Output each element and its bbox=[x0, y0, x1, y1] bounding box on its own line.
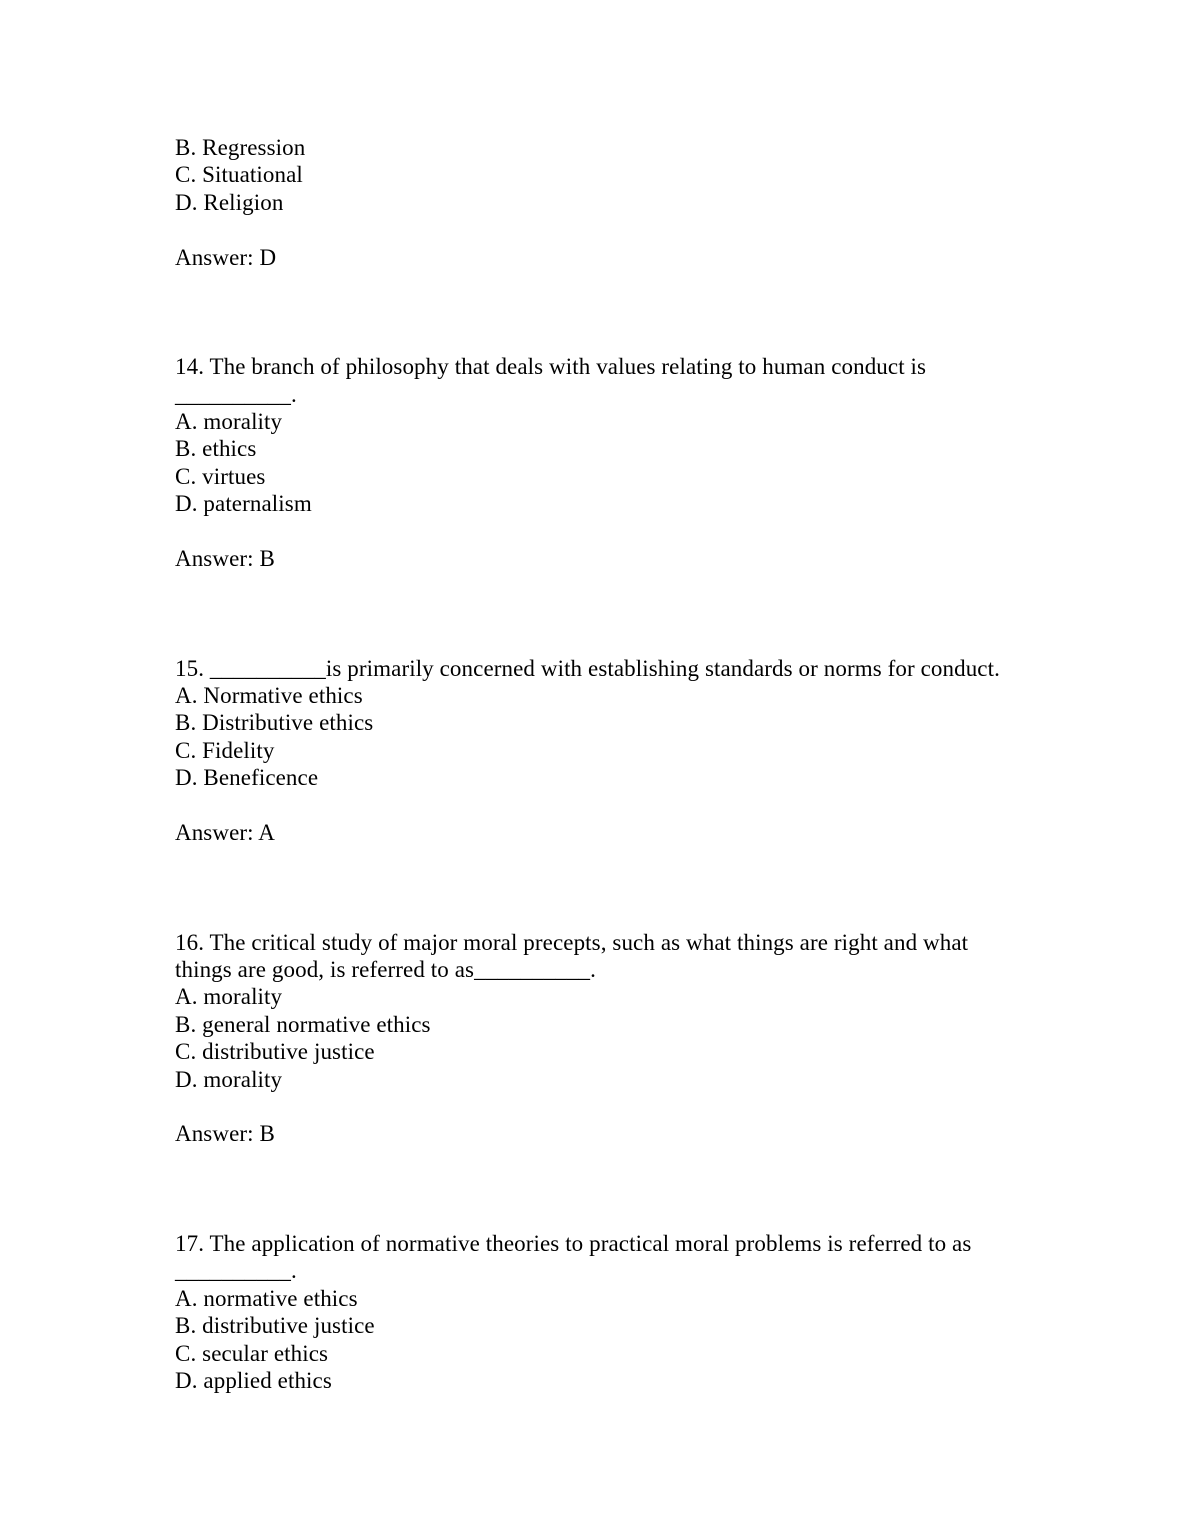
answer-line: Answer: B bbox=[175, 1121, 275, 1147]
question-block bbox=[175, 353, 1018, 572]
question-block bbox=[175, 929, 1018, 1148]
option-line: D. Beneficence bbox=[175, 765, 319, 791]
answer-line: Answer: D bbox=[175, 244, 277, 270]
option-line: C. Fidelity bbox=[175, 737, 275, 763]
option-line: B. distributive justice bbox=[175, 1313, 375, 1339]
option-line: A. normative ethics bbox=[175, 1285, 358, 1311]
option-line: C. virtues bbox=[175, 463, 266, 489]
option-line: A. Normative ethics bbox=[175, 683, 363, 709]
question-text-line: 17. The application of normative theories to practical moral problems is referred to as bbox=[175, 1231, 972, 1257]
option-line: C. Situational bbox=[175, 162, 303, 188]
option-line: A. morality bbox=[175, 984, 283, 1010]
question-text-line: __________. bbox=[175, 381, 297, 407]
question-block bbox=[175, 1230, 1018, 1394]
question-text-line: __________. bbox=[175, 1258, 297, 1284]
option-line: D. applied ethics bbox=[175, 1368, 332, 1394]
option-line: B. general normative ethics bbox=[175, 1011, 431, 1037]
question-text-line: 16. The critical study of major moral precepts, such as what things are right and what bbox=[175, 929, 969, 955]
option-line: B. Distributive ethics bbox=[175, 710, 374, 736]
option-line: D. Religion bbox=[175, 189, 284, 215]
option-line: C. secular ethics bbox=[175, 1340, 329, 1366]
question-text-line: 14. The branch of philosophy that deals with values relating to human conduct is bbox=[175, 354, 927, 380]
question-fragment-block bbox=[175, 134, 1018, 271]
answer-line: Answer: B bbox=[175, 546, 275, 572]
question-text-line: 15. __________is primarily concerned with establishing standards or norms for conduct. bbox=[175, 655, 1000, 681]
question-block bbox=[175, 655, 1018, 847]
option-line: D. morality bbox=[175, 1066, 283, 1092]
option-line: C. distributive justice bbox=[175, 1039, 375, 1065]
option-line: A. morality bbox=[175, 409, 283, 435]
option-line: D. paternalism bbox=[175, 491, 312, 517]
option-line: B. ethics bbox=[175, 436, 257, 462]
option-line: B. Regression bbox=[175, 135, 306, 160]
question-text-line: things are good, is referred to as__________. bbox=[175, 957, 596, 983]
answer-line: Answer: A bbox=[175, 820, 275, 846]
